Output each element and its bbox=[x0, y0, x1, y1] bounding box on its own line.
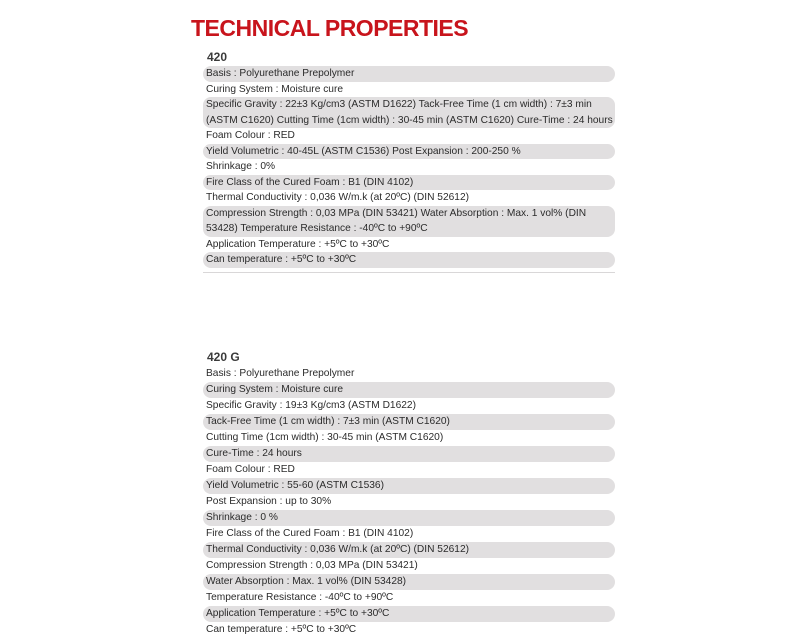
product-section-420 bbox=[203, 48, 617, 273]
property-row: Yield Volumetric : 40-45L (ASTM C1536) Post Expansion : 200-250 % bbox=[203, 144, 615, 160]
property-row: Post Expansion : up to 30% bbox=[206, 496, 332, 507]
property-row: Compression Strength : 0,03 MPa (DIN 53421) bbox=[206, 560, 418, 571]
property-row: Fire Class of the Cured Foam : B1 (DIN 4102) bbox=[206, 528, 414, 539]
property-row: Basis : Polyurethane Prepolymer bbox=[206, 368, 355, 379]
product-section-420g bbox=[203, 348, 617, 638]
property-row: Foam Colour : RED bbox=[206, 464, 295, 475]
property-row: Curing System : Moisture cure bbox=[206, 83, 344, 95]
property-row: Shrinkage : 0 % bbox=[203, 510, 615, 526]
property-row: Can temperature : +5ºC to +30ºC bbox=[203, 252, 615, 268]
property-row: Specific Gravity : 22±3 Kg/cm3 (ASTM D1622) Tack-Free Time (1 cm width) : 7±3 min (ASTM C1620) Cutting Time (1cm width) : 30-45 min (ASTM C1620) Cure-Time : 24 hours bbox=[203, 97, 615, 128]
property-list bbox=[203, 366, 615, 638]
property-row: Cutting Time (1cm width) : 30-45 min (ASTM C1620) bbox=[206, 432, 444, 443]
property-row: Temperature Resistance : -40ºC to +90ºC bbox=[206, 592, 394, 603]
property-row: Thermal Conductivity : 0,036 W/m.k (at 20ºC) (DIN 52612) bbox=[206, 192, 470, 203]
property-row: Application Temperature : +5ºC to +30ºC bbox=[203, 606, 615, 622]
property-row: Application Temperature : +5ºC to +30ºC bbox=[206, 238, 390, 250]
property-row: Fire Class of the Cured Foam : B1 (DIN 4102) bbox=[203, 175, 615, 191]
property-row: Curing System : Moisture cure bbox=[203, 382, 615, 398]
product-name: 420 G bbox=[207, 350, 240, 364]
property-row: Compression Strength : 0,03 MPa (DIN 53421) Water Absorption : Max. 1 vol% (DIN 53428) Temperature Resistance : -40ºC to +90ºC bbox=[203, 206, 615, 237]
page-title: TECHNICAL PROPERTIES bbox=[191, 15, 469, 41]
property-list bbox=[203, 66, 615, 268]
section-divider bbox=[203, 268, 615, 273]
property-row: Thermal Conductivity : 0,036 W/m.k (at 20ºC) (DIN 52612) bbox=[203, 542, 615, 558]
property-row: Tack-Free Time (1 cm width) : 7±3 min (ASTM C1620) bbox=[203, 414, 615, 430]
property-row: Specific Gravity : 19±3 Kg/cm3 (ASTM D1622) bbox=[206, 400, 416, 411]
property-row: Water Absorption : Max. 1 vol% (DIN 53428) bbox=[203, 574, 615, 590]
property-row: Can temperature : +5ºC to +30ºC bbox=[206, 624, 357, 635]
property-row: Foam Colour : RED bbox=[206, 130, 295, 141]
property-row: Cure-Time : 24 hours bbox=[203, 446, 615, 462]
product-name: 420 bbox=[207, 50, 228, 64]
property-row: Basis : Polyurethane Prepolymer bbox=[203, 66, 615, 82]
property-row: Yield Volumetric : 55-60 (ASTM C1536) bbox=[203, 478, 615, 494]
property-row: Shrinkage : 0% bbox=[206, 161, 276, 172]
